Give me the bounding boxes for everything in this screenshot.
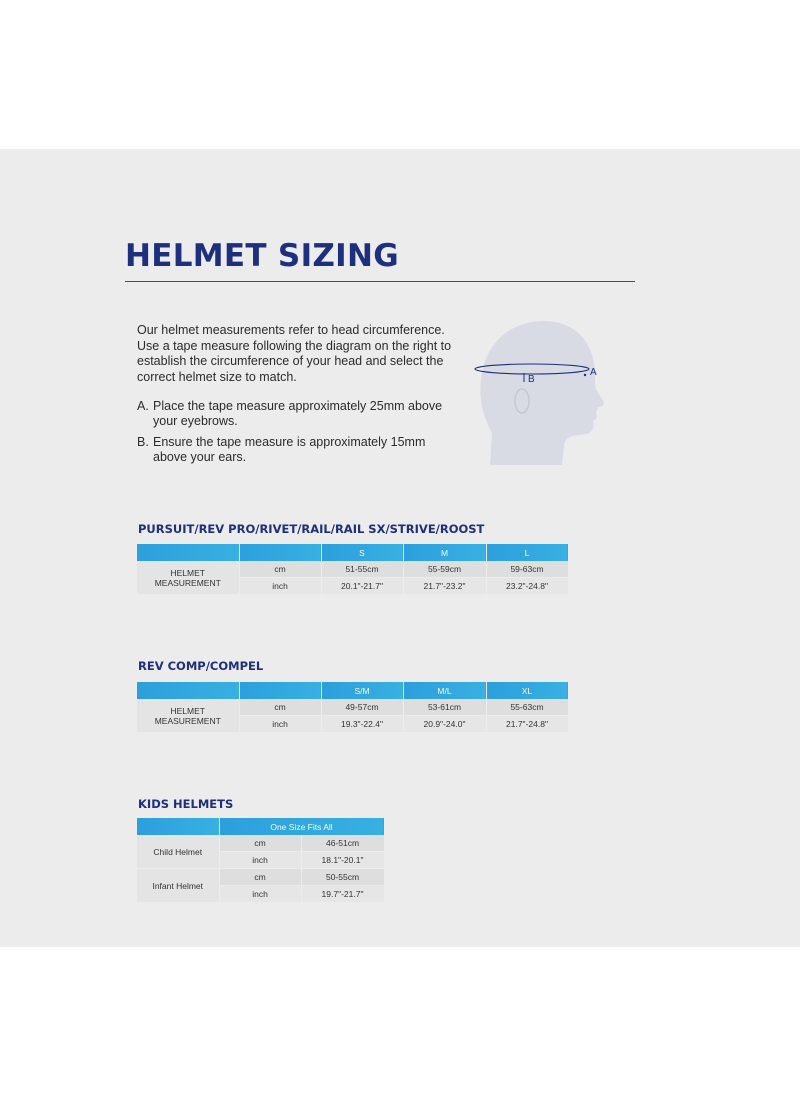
instruction-marker: A. [137,399,149,413]
row-label: Infant Helmet [137,869,219,903]
value-cell: 50-55cm [301,869,384,886]
value-cell: 46-51cm [301,835,384,852]
value-cell: 19.7"-21.7" [301,886,384,903]
table-header-row [137,682,568,699]
unit-cell: cm [219,869,301,886]
unit-cell: cm [239,561,321,578]
unit-cell: inch [239,716,321,733]
size-header: M [403,544,486,561]
size-header: One Size Fits All [219,818,384,835]
size-header: S/M [321,682,403,699]
value-cell: 23.2"-24.8" [486,578,568,595]
unit-cell: cm [219,835,301,852]
value-cell: 53-61cm [403,699,486,716]
unit-cell: cm [239,699,321,716]
label-a: A [590,367,597,378]
value-cell: 20.9"-24.0" [403,716,486,733]
table-row [137,869,384,886]
table-header-row [137,544,568,561]
value-cell: 55-63cm [486,699,568,716]
size-header: M/L [403,682,486,699]
head-silhouette [480,321,603,465]
unit-cell: inch [239,578,321,595]
value-cell: 51-55cm [321,561,403,578]
value-cell: 59-63cm [486,561,568,578]
value-cell: 21.7"-24.8" [486,716,568,733]
size-header: XL [486,682,568,699]
value-cell: 55-59cm [403,561,486,578]
table-header-row [137,818,384,835]
intro-paragraph: Our helmet measurements refer to head circumference. Use a tape measure following the diagram on the right to establish the circumference of your head and select the correct helmet size to match. [137,323,452,384]
row-label: HELMET MEASUREMENT [137,699,239,733]
value-cell: 20.1"-21.7" [321,578,403,595]
instruction-list [137,399,457,471]
table-title: PURSUIT/REV PRO/RIVET/RAIL/RAIL SX/STRIVE/ROOST [138,522,485,536]
table-title: REV COMP/COMPEL [138,659,264,673]
size-header: L [486,544,568,561]
label-b: B [528,374,535,385]
instruction-item [137,399,457,428]
row-label: Child Helmet [137,835,219,869]
table-row [137,835,384,852]
table-row [137,561,568,578]
row-label: HELMET MEASUREMENT [137,561,239,595]
instruction-text: Ensure the tape measure is approximately 15mm above your ears. [153,435,426,464]
value-cell: 21.7"-23.2" [403,578,486,595]
value-cell: 49-57cm [321,699,403,716]
title-divider [125,281,635,282]
instruction-text: Place the tape measure approximately 25mm above your eyebrows. [153,399,443,428]
unit-cell: inch [219,852,301,869]
head-measurement-diagram [470,315,610,467]
size-table-kids [137,818,385,903]
value-cell: 19.3"-22.4" [321,716,403,733]
value-cell: 18.1"-20.1" [301,852,384,869]
size-table-comp [137,682,569,733]
size-table-adult [137,544,569,595]
instruction-marker: B. [137,435,149,449]
size-header: S [321,544,403,561]
page-title: HELMET SIZING [125,238,399,274]
unit-cell: inch [219,886,301,903]
table-title: KIDS HELMETS [138,797,234,811]
table-row [137,699,568,716]
instruction-item [137,435,457,464]
